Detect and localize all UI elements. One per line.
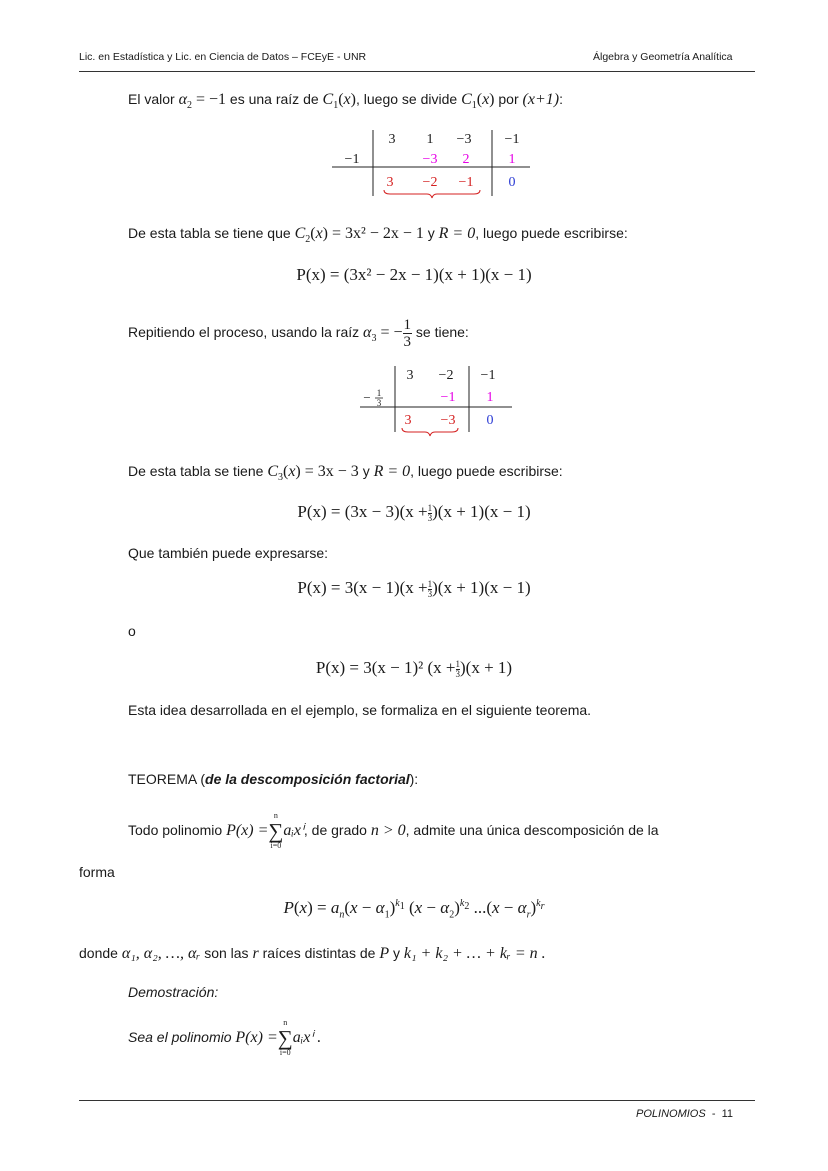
footer-rule — [79, 1100, 755, 1101]
ruffini1-result-0: 3 — [386, 175, 394, 190]
paragraph-c2: De esta tabla se tiene que $C_2(x) = 3x^2 - 2x - 1$ y R = 0, luego puede escribirse: — [128, 225, 628, 246]
paragraph-theorem: Todo polinomio P(x) = n ∑ i=0 aᵢxⁱ, de grado n > 0, admite una única descomposición de la — [128, 811, 659, 851]
ruffini2-product-2: 1 — [486, 390, 494, 405]
paragraph-root-alpha3: Repitiendo el proceso, usando la raíz $\alpha_3$ = − $\frac{1}{3}$ se tiene: — [128, 316, 469, 350]
ruffini2-remainder: 0 — [486, 413, 494, 428]
ruffini2-brace — [402, 428, 458, 436]
equation-factorization: $P(x) = a_n(x - \alpha_1)^{k_1}$ $(x - \alpha_2)^{k_2}$ $...(x - \alpha_r)^{k_r}$ — [283, 898, 545, 921]
paragraph-forma: forma — [79, 864, 115, 880]
equation-4: P(x) = 3(x − 1)² (x + $\frac{1}{3})(x + 1)$ — [315, 658, 513, 679]
header-left: Lic. en Estadística y Lic. en Ciencia de Datos – FCEyE - UNR — [79, 51, 367, 63]
ruffini1-result-1: −2 — [422, 175, 438, 190]
ruffini1-coeff-2: −3 — [456, 132, 472, 147]
ruffini-table-2 — [358, 362, 518, 438]
ruffini1-coeff-3: −1 — [504, 132, 520, 147]
header-right: Álgebra y Geometría Analítica — [593, 51, 733, 63]
paragraph-or: o — [128, 623, 136, 639]
ruffini1-product-1: −3 — [422, 152, 438, 167]
svg-text:−: − — [363, 390, 371, 405]
ruffini2-result-1: −3 — [440, 413, 456, 428]
ruffini1-brace — [384, 190, 480, 198]
svg-text:1: 1 — [376, 388, 382, 398]
ruffini1-result-2: −1 — [458, 175, 474, 190]
ruffini1-root: −1 — [344, 152, 360, 167]
equation-1: P(x) = (3x² − 2x − 1)(x + 1)(x − 1) — [296, 265, 532, 284]
paragraph-donde: donde α₁, α₂, …, αᵣ son las r raíces distintas de P y k₁ + k₂ + … + kᵣ = n . — [79, 945, 546, 962]
ruffini1-product-2: 2 — [462, 152, 470, 167]
equation-3: P(x) = 3(x − 1)(x + $\frac{1}{3})(x + 1)(x - 1)$ — [297, 578, 531, 599]
ruffini1-coeff-1: 1 — [426, 132, 434, 147]
paragraph-c3: De esta tabla se tiene $C_3(x) = 3x - 3$ y R = 0, luego puede escribirse: — [128, 463, 563, 484]
paragraph-root-alpha2: El valor $\alpha_2 = -1$ es una raíz de $C_1(x)$, luego se divide $C_1(x)$ por (x+1): — [128, 91, 563, 112]
ruffini1-product-3: 1 — [508, 152, 516, 167]
ruffini2-result-0: 3 — [404, 413, 412, 428]
footer: POLINOMIOS - 11 — [636, 1108, 734, 1120]
ruffini2-root — [363, 388, 383, 408]
svg-text:3: 3 — [376, 398, 382, 408]
ruffini2-product-1: −1 — [440, 390, 456, 405]
ruffini2-coeff-1: −2 — [438, 368, 454, 383]
demo-title: Demostración: — [128, 984, 219, 1000]
ruffini1-remainder: 0 — [508, 175, 516, 190]
header-rule — [79, 71, 755, 72]
ruffini-table-1 — [330, 126, 540, 202]
page-number: 11 — [721, 1108, 734, 1120]
paragraph-sea: Sea el polinomio P(x) = n ∑ i=0 aᵢxⁱ . — [128, 1018, 322, 1058]
ruffini2-coeff-2: −1 — [480, 368, 496, 383]
paragraph-also: Que también puede expresarse: — [128, 545, 329, 561]
equation-2: P(x) = (3x − 3)(x + $\frac{1}{3})(x + 1)(x - 1)$ — [297, 502, 531, 523]
ruffini2-coeff-0: 3 — [406, 368, 414, 383]
theorem-title: TEOREMA (de la descomposición factorial): — [128, 771, 419, 787]
ruffini1-coeff-0: 3 — [388, 132, 396, 147]
paragraph-idea: Esta idea desarrollada en el ejemplo, se formaliza en el siguiente teorema. — [128, 702, 592, 718]
